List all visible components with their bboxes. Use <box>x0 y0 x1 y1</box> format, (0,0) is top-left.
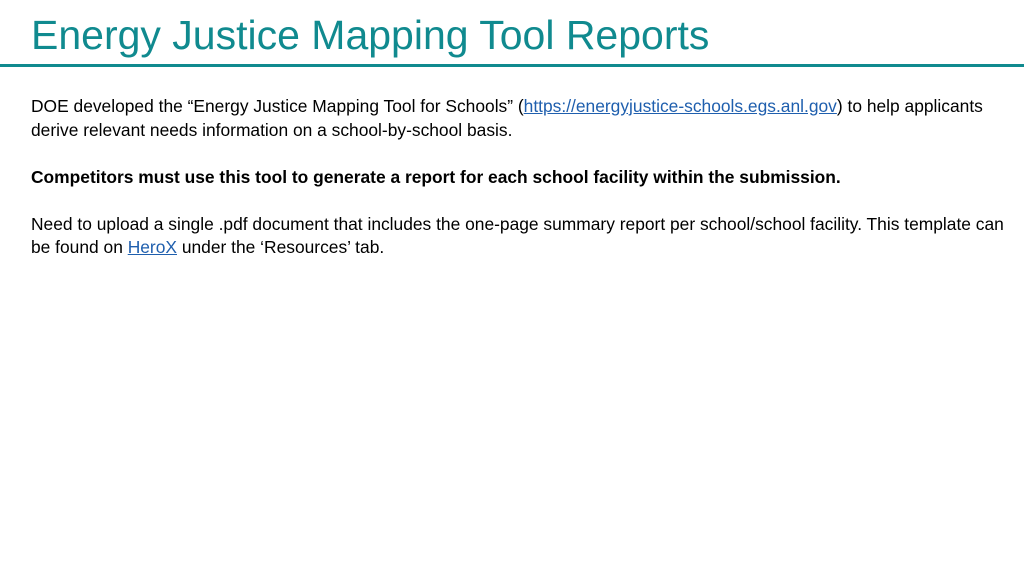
herox-link[interactable]: HeroX <box>127 237 177 257</box>
paragraph-upload-instructions <box>31 213 1006 260</box>
slide-title: Energy Justice Mapping Tool Reports <box>31 12 710 58</box>
energyjustice-tool-link[interactable]: https://energyjustice-schools.egs.anl.gov <box>523 96 837 116</box>
paragraph-upload-text-before: Need to upload a single .pdf document that includes the one-page summary report per school/school facility. This template can be found on <box>31 213 1004 257</box>
title-underline-rule <box>0 64 1024 67</box>
paragraph-upload-text-after: under the ‘Resources’ tab. <box>177 237 385 257</box>
paragraph-tool-intro-text-before: DOE developed the “Energy Justice Mapping Tool for Schools” ( <box>31 96 524 116</box>
slide-body <box>31 95 1006 283</box>
paragraph-tool-intro <box>31 95 1006 142</box>
paragraph-requirement: Competitors must use this tool to generate a report for each school facility within the submission. <box>31 166 841 187</box>
paragraph-tool-intro-text-after: ) to help applicants derive relevant needs information on a school-by-school basis. <box>31 96 983 140</box>
